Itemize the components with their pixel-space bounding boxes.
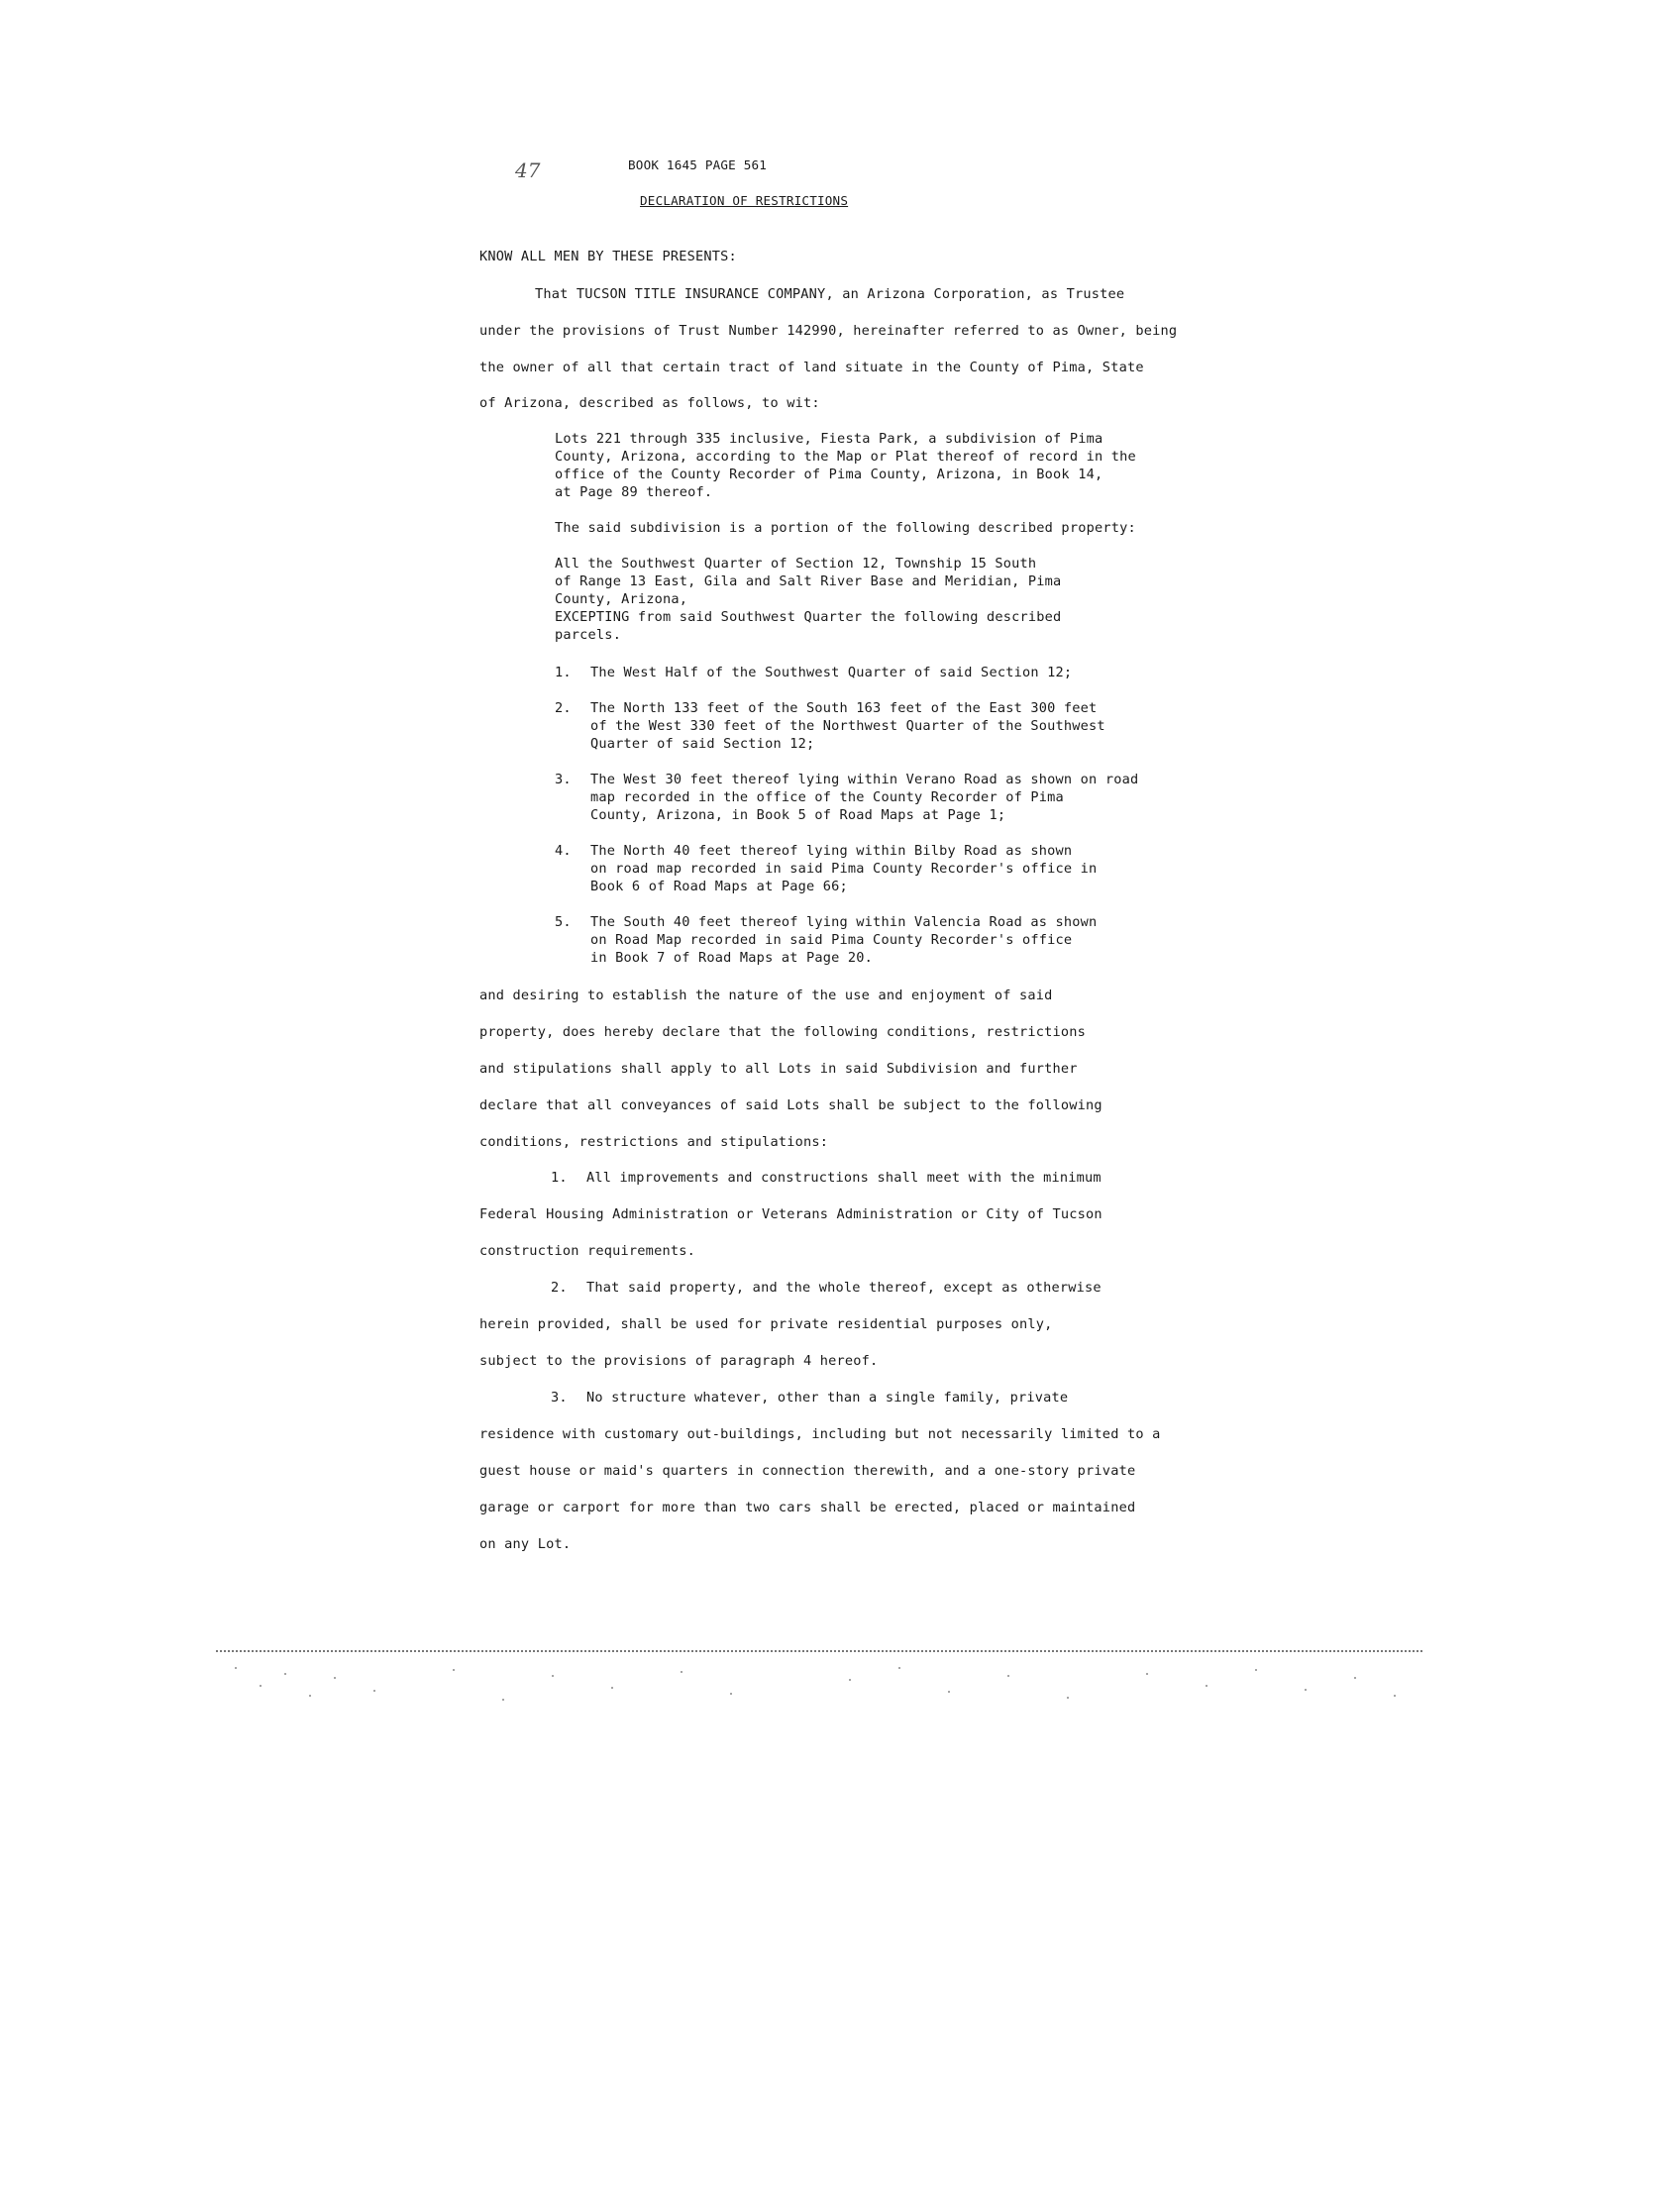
paragraph-line: herein provided, shall be used for private residential purposes only, [479,1316,1053,1332]
intro-line: That TUCSON TITLE INSURANCE COMPANY, an Arizona Corporation, as Trustee [535,286,1125,302]
lots-block-line: office of the County Recorder of Pima County, Arizona, in Book 14, [555,467,1103,482]
paragraph-line: residence with customary out-buildings, including but not necessarily limited to a [479,1426,1161,1442]
exception-line: of the West 330 feet of the Northwest Quarter of the Southwest [590,718,1105,734]
paragraph-number: 1. [551,1170,568,1186]
exception-number: 1. [555,665,572,680]
exception-line: Quarter of said Section 12; [590,736,815,752]
intro-line: under the provisions of Trust Number 142990, hereinafter referred to as Owner, being [479,323,1178,339]
exception-line: on Road Map recorded in said Pima County Recorder's office [590,932,1073,948]
paragraph-number: 3. [551,1390,568,1406]
southwest-block-line: EXCEPTING from said Southwest Quarter the following described [555,609,1062,625]
desiring-line: and stipulations shall apply to all Lots in said Subdivision and further [479,1061,1078,1077]
desiring-line: property, does hereby declare that the following conditions, restrictions [479,1024,1087,1040]
exception-line: The West Half of the Southwest Quarter of said Section 12; [590,665,1073,680]
exception-number: 4. [555,843,572,859]
handwritten-mark: 47 [515,158,541,182]
lots-block-line: Lots 221 through 335 inclusive, Fiesta Park, a subdivision of Pima [555,431,1103,447]
intro-line: the owner of all that certain tract of land situate in the County of Pima, State [479,360,1144,375]
desiring-line: and desiring to establish the nature of the use and enjoyment of said [479,988,1053,1003]
paragraph-line: guest house or maid's quarters in connection therewith, and a one-story private [479,1463,1136,1479]
southwest-block-line: parcels. [555,627,622,643]
paragraph-line: All improvements and constructions shall meet with the minimum [586,1170,1102,1186]
paragraph-line: subject to the provisions of paragraph 4 hereof. [479,1353,879,1369]
desiring-line: declare that all conveyances of said Lots shall be subject to the following [479,1097,1102,1113]
exception-number: 2. [555,700,572,716]
paragraph-line: Federal Housing Administration or Veterans Administration or City of Tucson [479,1206,1102,1222]
scan-artifact-rule [216,1650,1422,1652]
exception-line: Book 6 of Road Maps at Page 66; [590,879,848,894]
exception-line: The North 133 feet of the South 163 feet of the East 300 feet [590,700,1098,716]
paragraph-line: on any Lot. [479,1536,572,1552]
paragraph-line: That said property, and the whole thereof, except as otherwise [586,1280,1102,1296]
book-page-header: BOOK 1645 PAGE 561 [628,157,768,172]
exception-number: 5. [555,914,572,930]
southwest-block-line: All the Southwest Quarter of Section 12, Township 15 South [555,556,1037,572]
exception-line: map recorded in the office of the County Recorder of Pima [590,789,1064,805]
lots-block-line: at Page 89 thereof. [555,484,713,500]
desiring-line: conditions, restrictions and stipulations: [479,1134,829,1150]
paragraph-number: 2. [551,1280,568,1296]
intro-line: of Arizona, described as follows, to wit: [479,395,820,411]
paragraph-line: garage or carport for more than two cars shall be erected, placed or maintained [479,1500,1136,1515]
scan-noise [216,1656,1422,1716]
document-title: DECLARATION OF RESTRICTIONS [640,193,849,208]
exception-number: 3. [555,772,572,787]
paragraph-line: construction requirements. [479,1243,695,1259]
lots-block-line: County, Arizona, according to the Map or Plat thereof of record in the [555,449,1136,465]
paragraph-line: No structure whatever, other than a single family, private [586,1390,1069,1406]
southwest-block-line: County, Arizona, [555,591,688,607]
southwest-block-line: of Range 13 East, Gila and Salt River Base and Meridian, Pima [555,573,1062,589]
exception-line: on road map recorded in said Pima County Recorder's office in [590,861,1098,877]
portion-line: The said subdivision is a portion of the following described property: [555,520,1136,536]
exception-line: County, Arizona, in Book 5 of Road Maps at Page 1; [590,807,1006,823]
exception-line: The North 40 feet thereof lying within Bilby Road as shown [590,843,1073,859]
exception-line: The West 30 feet thereof lying within Verano Road as shown on road [590,772,1139,787]
exception-line: in Book 7 of Road Maps at Page 20. [590,950,874,966]
know-all-line: KNOW ALL MEN BY THESE PRESENTS: [479,249,737,264]
exception-line: The South 40 feet thereof lying within Valencia Road as shown [590,914,1098,930]
